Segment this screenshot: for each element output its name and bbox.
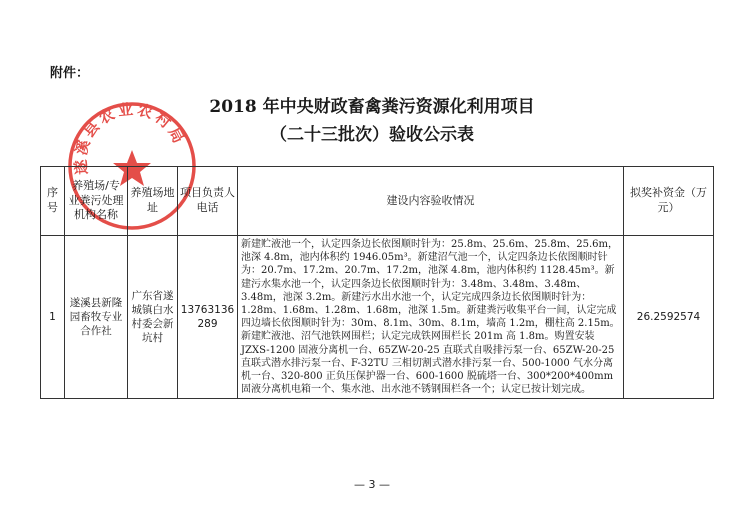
cell-amount: 26.2592574 (624, 236, 714, 399)
cell-org: 遂溪县新隆园畜牧专业合作社 (65, 236, 128, 399)
header-address: 养殖场地址 (128, 167, 178, 236)
header-amount: 拟奖补资金（万元） (624, 167, 714, 236)
header-org: 养殖场/专业粪污处理机构名称 (65, 167, 128, 236)
page-number: — 3 — (354, 478, 390, 491)
seal-text: 遂溪县农业农村局 (71, 100, 190, 176)
header-phone: 项目负责人电话 (178, 167, 238, 236)
cell-content: 新建贮液池一个，认定四条边长依图顺时针为：25.8m、25.6m、25.8m、25.6m，池深 4.8m，池内体积约 1946.05m³。新建沼气池一个，认定四条边长依图顺时针为：20.7m、17.2m、20.7m、17.2m，池深 4.8m，池内体积约 1128.45m³。新建污水集水池一个，认定四条边长依图顺时针为：3.48m、3.48m、3.48m、3.48m，池深 3.2m。新建污水出水池一个，认定完成四条边长依图顺时针为：1.28m、1.68m、1.28m、1.68m，池深 1.5m。新建粪污收集平台一间，认定完成四边墙长依图顺时针为：30m、8.1m、30m、8.1m，墙高 1.2m，棚柱高 2.15m。新建贮液池、沼气池铁网围栏；认定完成铁网围栏长 201m 高 1.8m。购置安装 JZXS-1200 固液分离机一台、65ZW-20-25 直联式自吸排污泵一台、65ZW-20-25 直联式潜水排污泵一台、F-32TU 三相切割式潜水排污泵一台、500-1000 气水分离机一台、320-800 正负压保护器一台、600-1600 脱硫塔一台、300*200*400mm 固液分离机电箱一个、集水池、出水池不锈钢围栏各一个；认定已按计划完成。 (238, 236, 624, 399)
cell-address: 广东省遂城镇白水村委会新坑村 (128, 236, 178, 399)
header-content: 建设内容验收情况 (238, 167, 624, 236)
attachment-label: 附件： (50, 66, 90, 81)
cell-phone: 13763136289 (178, 236, 238, 399)
table-header-row (41, 167, 714, 236)
page-subtitle: （二十三批次）验收公示表 (270, 125, 474, 145)
cell-seq: 1 (41, 236, 65, 399)
acceptance-table (40, 166, 714, 399)
header-seq: 序号 (41, 167, 65, 236)
page-title: 2018 年中央财政畜禽粪污资源化利用项目 (209, 97, 535, 117)
table-row (41, 236, 714, 399)
